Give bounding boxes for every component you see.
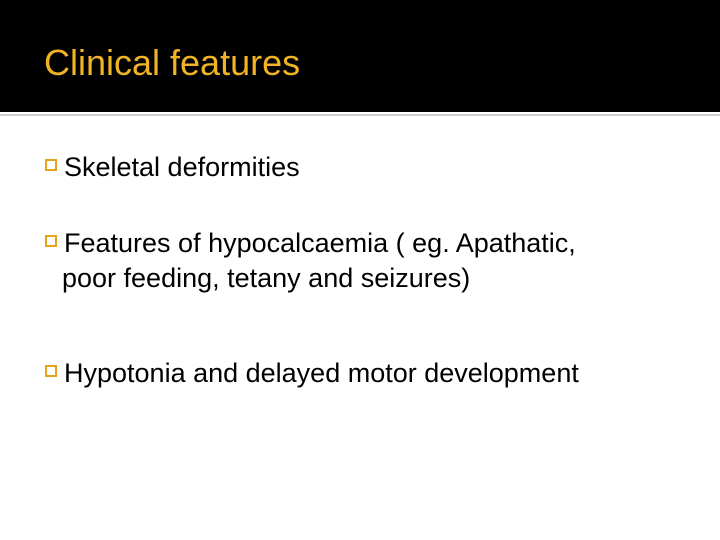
title-divider <box>0 114 720 116</box>
bullet-text: Skeletal deformities <box>64 152 300 182</box>
bullet-item <box>44 226 684 295</box>
hollow-square-bullet-icon <box>44 151 64 185</box>
bullet-item <box>44 356 684 391</box>
bullet-text: Features of hypocalcaemia ( eg. Apathatic, <box>64 228 576 258</box>
hollow-square-bullet-icon <box>44 227 64 261</box>
bullet-item <box>44 150 684 185</box>
bullet-text-continuation: poor feeding, tetany and seizures) <box>62 263 471 293</box>
hollow-square-bullet-icon <box>44 357 64 391</box>
slide-title: Clinical features <box>44 42 301 83</box>
bullet-text: Hypotonia and delayed motor development <box>64 358 579 388</box>
